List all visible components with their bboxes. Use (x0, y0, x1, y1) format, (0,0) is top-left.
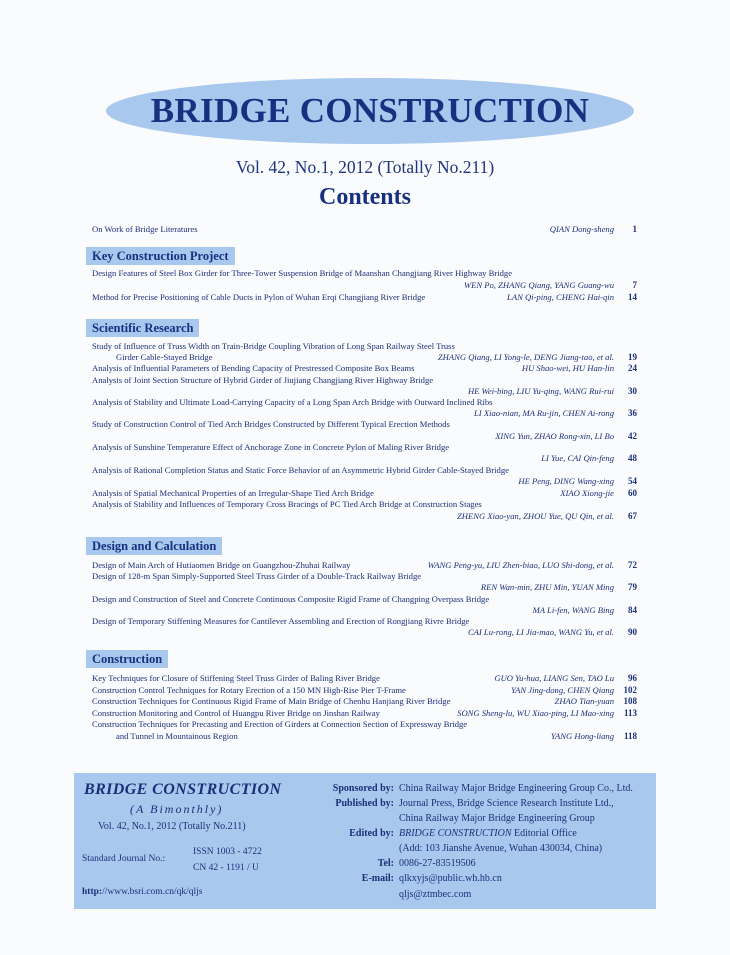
article-author: HU Shao-wei, HU Han-lin (521, 363, 614, 373)
article-author: LI Xiao-nian, MA Ru-jin, CHEN Ai-rong (474, 408, 614, 418)
article-title: Analysis of Sunshine Temperature Effect of Anchorage Zone in Concrete Pylon of Maling River Bridge (92, 442, 450, 452)
article-page: 79 (628, 582, 637, 592)
article-page: 36 (628, 408, 637, 418)
section-header-key-construction-project: Key Construction Project (86, 247, 235, 265)
article-author: XING Yun, ZHAO Rong-xin, LI Bo (495, 431, 614, 441)
address: (Add: 103 Jianshe Avenue, Wuhan 430034, China) (399, 843, 603, 854)
article-title-cont: and Tunnel in Mountainous Region (116, 731, 238, 741)
edited-label: Edited by: (349, 828, 394, 839)
article-author: YAN Jing-dong, CHEN Qiang (510, 685, 614, 695)
article-title: Design of Temporary Stiffening Measures for Cantilever Assembling and Erection of Rongjiang Rivre Bridge (92, 616, 470, 626)
article-author: GUO Yu-hua, LIANG Sen, TAO Lu (494, 673, 614, 683)
article-title: Construction Techniques for Continuous Rigid Frame of Main Bridge of Chenhu Hanjiang River Bridge (92, 696, 451, 706)
cn-number: CN 42 - 1191 / U (193, 863, 259, 873)
article-author: ZHANG Qiang, LI Yong-le, DENG Jiang-tao, et al. (437, 352, 614, 362)
article-page: 42 (628, 431, 637, 441)
website-url: //www.bsri.com.cn/qk/qljs (102, 887, 203, 897)
article-page: 90 (628, 627, 637, 637)
published-value-1: Journal Press, Bridge Science Research Institute Ltd., (399, 798, 614, 809)
footer-frequency: (A Bimonthly) (130, 802, 224, 816)
journal-title: BRIDGE CONSTRUCTION (150, 91, 590, 130)
article-author: LAN Qi-ping, CHENG Hai-qin (507, 292, 614, 302)
article-author: SONG Sheng-lu, WU Xiao-ping, LI Mao-xing (457, 708, 614, 718)
article-title: Design of 128-m Span Simply-Supported Steel Truss Girder of a Double-Track Railway Bridge (92, 571, 422, 581)
article-page: 102 (623, 685, 637, 695)
article-page: 118 (623, 731, 637, 741)
article-author: REN Wan-min, ZHU Min, YUAN Ming (480, 582, 614, 592)
article-page: 48 (628, 453, 637, 463)
article-title: Analysis of Rational Completion Status and Static Force Behavior of an Asymmetric Hybrid Girder Cable-Stayed Bridge (92, 465, 509, 475)
tel-value: 0086-27-83519506 (399, 858, 476, 869)
website-link[interactable] (82, 887, 203, 897)
standard-journal-label: Standard Journal No.: (82, 854, 166, 864)
article-author: YANG Hong-liang (550, 731, 614, 741)
edited-value (399, 828, 577, 839)
article-page: 113 (623, 708, 637, 718)
article-author: HE Wei-bing, LIU Yu-qing, WANG Rui-rui (467, 386, 614, 396)
article-author: LI Yue, CAI Qin-feng (541, 453, 614, 463)
article-page: 30 (628, 386, 637, 396)
volume-line: Vol. 42, No.1, 2012 (Totally No.211) (235, 157, 495, 177)
published-label: Published by: (335, 798, 394, 809)
article-page: 108 (623, 696, 637, 706)
sponsored-label: Sponsored by: (332, 783, 394, 794)
article-title-cont: Girder Cable-Stayed Bridge (116, 352, 213, 362)
footer-journal-title: BRIDGE CONSTRUCTION (84, 781, 282, 798)
email-label: E-mail: (361, 873, 394, 884)
article-title: Analysis of Influential Parameters of Bending Capacity of Prestressed Composite Box Beams (92, 363, 415, 373)
tel-label: Tel: (377, 858, 394, 869)
email-value-2[interactable]: qljs@ztmbec.com (399, 889, 472, 900)
article-author: ZHENG Xiao-yan, ZHOU Yue, QU Qin, et al. (457, 511, 614, 521)
article-title: Study of Construction Control of Tied Arch Bridges Constructed by Different Typical Erection Methods (92, 419, 450, 429)
article-title: Design of Main Arch of Hutiaomen Bridge on Guangzhou-Zhuhai Railway (92, 560, 351, 570)
article-title: Design Features of Steel Box Girder for Three-Tower Suspension Bridge of Maanshan Changjiang River Highway Bridge (92, 268, 513, 278)
article-page: 60 (628, 488, 637, 498)
http-label: http: (82, 887, 103, 897)
journal-info-box (74, 773, 656, 909)
article-author: ZHAO Tian-yuan (554, 696, 614, 706)
section-header-design-and-calculation: Design and Calculation (86, 537, 222, 555)
article-title: Construction Monitoring and Control of Huangpu River Bridge on Jinshan Railway (92, 708, 380, 718)
contents-heading: Contents (318, 184, 411, 210)
issn-number: ISSN 1003 - 4722 (193, 847, 262, 857)
article-title: Method for Precise Positioning of Cable Ducts in Pylon of Wuhan Erqi Changjiang River Bridge (92, 292, 426, 302)
article-title: Analysis of Joint Section Structure of Hybrid Girder of Jiujiang Changjiang River Highway Bridge (92, 375, 434, 385)
article-page: 84 (628, 605, 637, 615)
article-page: 72 (628, 560, 637, 570)
article-author: WEN Po, ZHANG Qiang, YANG Guang-wu (463, 280, 614, 290)
article-title: Construction Techniques for Precasting and Erection of Girders at Connection Section of Expressway Bridge (92, 719, 468, 729)
article-author: CAI Lu-rong, LI Jia-mao, WANG Yu, et al. (467, 627, 614, 637)
article-author: HE Peng, DING Wang-xing (518, 476, 614, 486)
article-author: XIAO Xiong-jie (560, 488, 614, 498)
article-title: Study of Influence of Truss Width on Train-Bridge Coupling Vibration of Long Span Railway Steel Truss (92, 341, 455, 351)
footer-volume: Vol. 42, No.1, 2012 (Totally No.211) (98, 821, 246, 832)
edited-journal-name: BRIDGE CONSTRUCTION (399, 828, 512, 839)
article-title: Key Techniques for Closure of Stiffening Steel Truss Girder of Baling River Bridge (92, 673, 380, 683)
article-page: 14 (628, 292, 637, 302)
sponsored-value: China Railway Major Bridge Engineering Group Co., Ltd. (399, 783, 633, 794)
article-title: Analysis of Stability and Ultimate Load-Carrying Capacity of a Long Span Arch Bridge with Outward Inclined Ribs (92, 397, 493, 407)
article-author: MA Li-fen, WANG Bing (532, 605, 614, 615)
article-title: Construction Control Techniques for Rotary Erection of a 150 MN High-Rise Pier T-Frame (92, 685, 406, 695)
article-page: 1 (632, 224, 637, 234)
article-page: 24 (628, 363, 637, 373)
section-header-scientific-research: Scientific Research (86, 319, 199, 337)
article-page: 67 (628, 511, 637, 521)
published-value-2: China Railway Major Bridge Engineering Group (399, 813, 595, 824)
article-title: Analysis of Spatial Mechanical Properties of an Irregular-Shape Tied Arch Bridge (92, 488, 374, 498)
journal-title-banner (106, 78, 634, 144)
article-title: On Work of Bridge Literatures (92, 224, 198, 234)
article-page: 54 (628, 476, 637, 486)
article-page: 19 (628, 352, 637, 362)
section-header-construction: Construction (86, 650, 168, 668)
article-page: 96 (628, 673, 637, 683)
article-author: WANG Peng-yu, LIU Zhen-biao, LUO Shi-dong, et al. (427, 560, 614, 570)
article-title: Analysis of Stability and Influences of Temporary Cross Bracings of PC Tied Arch Bridge at Construction Stages (92, 499, 482, 509)
edited-office: Editorial Office (511, 828, 577, 839)
article-author: QIAN Dong-sheng (549, 224, 614, 234)
article-title: Design and Construction of Steel and Concrete Continuous Composite Rigid Frame of Changping Overpass Bridge (92, 594, 490, 604)
article-page: 7 (632, 280, 637, 290)
email-value-1[interactable]: qlkxyjs@public.wh.hb.cn (399, 873, 502, 884)
